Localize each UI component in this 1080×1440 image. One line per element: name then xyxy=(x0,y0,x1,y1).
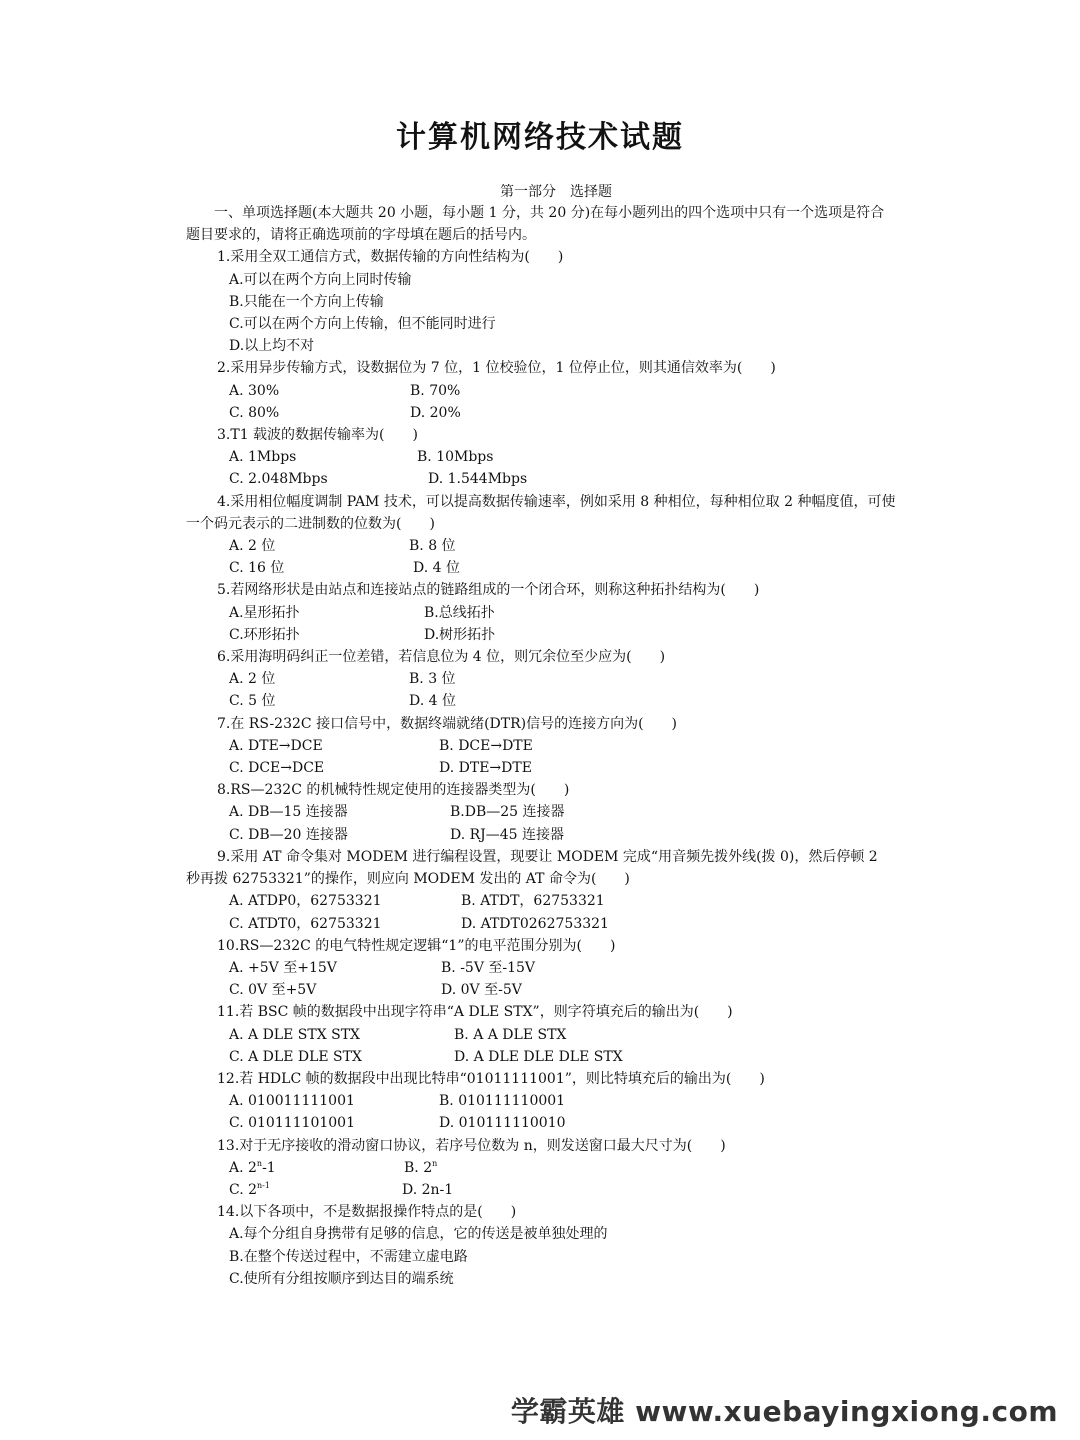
option: C. DB—20 连接器 xyxy=(229,826,348,843)
question-stem: 8.RS—232C 的机械特性规定使用的连接器类型为( ) xyxy=(217,782,570,799)
question-stem: 6.采用海明码纠正一位差错，若信息位为 4 位，则冗余位至少应为( ) xyxy=(217,649,666,666)
question-stem: 5.若网络形状是由站点和连接站点的链路组成的一个闭合环，则称这种拓扑结构为( ) xyxy=(217,582,760,599)
option: C. 16 位 xyxy=(229,560,285,577)
option-row xyxy=(186,468,896,490)
option: B. 010111110001 xyxy=(439,1093,566,1110)
option-row xyxy=(186,913,896,935)
option: C. 0V 至+5V xyxy=(229,982,317,999)
option: A.星形拓扑 xyxy=(229,604,300,621)
option-row xyxy=(186,1112,896,1134)
option: B.只能在一个方向上传输 xyxy=(229,293,384,310)
instructions: 一、单项选择题(本大题共 20 小题，每小题 1 分，共 20 分)在每小题列出的四个选项中只有一个选项是符合题目要求的，请将正确选项前的字母填在题后的括号内。 xyxy=(186,205,885,244)
option: A.每个分组自身携带有足够的信息，它的传送是被单独处理的 xyxy=(229,1226,608,1243)
option: B. DCE→DTE xyxy=(439,737,533,754)
option-row xyxy=(186,557,896,579)
option-row xyxy=(186,890,896,912)
option: D. 4 位 xyxy=(409,693,456,710)
exponent: n xyxy=(432,1158,438,1168)
option-row xyxy=(186,957,896,979)
exponent: n xyxy=(256,1158,263,1168)
question-stem: 2.采用异步传输方式，设数据位为 7 位，1 位校验位，1 位停止位，则其通信效率为( ) xyxy=(217,360,776,377)
option: B. 70% xyxy=(410,382,461,399)
option-row xyxy=(186,735,896,757)
option: D. 20% xyxy=(410,404,461,421)
option: B. A A DLE STX xyxy=(454,1026,567,1043)
question-stem: 13.对于无序接收的滑动窗口协议，若序号位数为 n，则发送窗口最大尺寸为( ) xyxy=(217,1137,726,1154)
exponent: n-1 xyxy=(257,1180,270,1190)
option-row xyxy=(186,801,896,823)
option: D. 4 位 xyxy=(413,560,460,577)
option: B. 2$^n$ xyxy=(404,1158,438,1176)
option: D. RJ—45 连接器 xyxy=(450,826,565,843)
option-row xyxy=(186,624,896,646)
option: C. 80% xyxy=(229,404,280,421)
option: C. DCE→DCE xyxy=(229,760,325,777)
option-row xyxy=(186,1157,896,1179)
question-stem: 9.采用 AT 命令集对 MODEM 进行编程设置，现要让 MODEM 完成“用音频先拨外线(拨 0)，然后停顿 2 秒再拨 62753321”的操作，则应向 MODEM 发出的 AT 命令为( ) xyxy=(186,848,878,888)
option-row xyxy=(186,757,896,779)
option: A. 010011111001 xyxy=(229,1093,355,1110)
option: C. A DLE DLE STX xyxy=(229,1048,362,1065)
option-row xyxy=(186,535,896,557)
option: A. A DLE STX STX xyxy=(229,1026,361,1043)
question-stem: 10.RS—232C 的电气特性规定逻辑“1”的电平范围分别为( ) xyxy=(217,937,616,954)
question-stem: 11.若 BSC 帧的数据段中出现字符串“A DLE STX”，则字符填充后的输出为( ) xyxy=(217,1004,733,1021)
option-row xyxy=(186,1046,896,1068)
option: B.总线拓扑 xyxy=(424,604,495,621)
option: C.可以在两个方向上传输，但不能同时进行 xyxy=(229,316,496,333)
site-watermark: 学霸英雄 www.xuebayingxiong.com xyxy=(510,1395,1058,1428)
option: A. 2 位 xyxy=(229,671,276,688)
question-stem: 12.若 HDLC 帧的数据段中出现比特串“01011111001”，则比特填充后的输出为( ) xyxy=(217,1070,765,1087)
option: B. 3 位 xyxy=(409,671,456,688)
question-list xyxy=(186,202,896,1290)
option: A.可以在两个方向上同时传输 xyxy=(229,271,412,288)
option: D. A DLE DLE DLE STX xyxy=(454,1048,623,1065)
option-row xyxy=(186,380,896,402)
option: C. 2$^{n-1}$ xyxy=(229,1180,270,1198)
option-row xyxy=(186,1179,896,1201)
option: B. 8 位 xyxy=(409,538,456,555)
question-stem: 3.T1 载波的数据传输率为( ) xyxy=(217,427,418,444)
option: D. ATDT0262753321 xyxy=(461,915,609,932)
section-heading: 第一部分 选择题 xyxy=(500,184,612,200)
page-title: 计算机网络技术试题 xyxy=(396,120,684,155)
option: C. 010111101001 xyxy=(229,1115,355,1132)
option-row xyxy=(186,602,896,624)
question-stem: 7.在 RS-232C 接口信号中，数据终端就绪(DTR)信号的连接方向为( ) xyxy=(217,715,678,732)
option-row xyxy=(186,1090,896,1112)
option: D. 010111110010 xyxy=(439,1115,566,1132)
option: A. 30% xyxy=(229,382,280,399)
option-row xyxy=(186,979,896,1001)
option: A. ATDP0，62753321 xyxy=(229,893,382,910)
option: B. -5V 至-15V xyxy=(441,959,536,976)
question-stem: 14.以下各项中，不是数据报操作特点的是( ) xyxy=(217,1204,517,1221)
option: A. 2 位 xyxy=(229,538,276,555)
option-row xyxy=(186,824,896,846)
option-row xyxy=(186,1024,896,1046)
option: D. 0V 至-5V xyxy=(441,982,522,999)
option-row xyxy=(186,690,896,712)
option: B.在整个传送过程中，不需建立虚电路 xyxy=(229,1248,468,1265)
option: C. 2.048Mbps xyxy=(229,471,328,488)
option: A. 1Mbps xyxy=(229,449,297,466)
option: B. ATDT，62753321 xyxy=(461,893,605,910)
option: A. DTE→DCE xyxy=(229,737,323,754)
option: A. DB—15 连接器 xyxy=(229,804,348,821)
question-stem: 4.采用相位幅度调制 PAM 技术，可以提高数据传输速率，例如采用 8 种相位，每种相位取 2 种幅度值，可使一个码元表示的二进制数的位数为( ) xyxy=(186,493,896,532)
option: C. 5 位 xyxy=(229,693,276,710)
option: C.使所有分组按顺序到达目的端系统 xyxy=(229,1270,454,1287)
option: C.环形拓扑 xyxy=(229,626,300,643)
option: D.树形拓扑 xyxy=(424,626,496,643)
option: D. 1.544Mbps xyxy=(428,471,528,488)
option: A. +5V 至+15V xyxy=(229,959,337,976)
option: D. 2n-1 xyxy=(402,1181,454,1198)
option: D.以上均不对 xyxy=(229,338,315,355)
option: B.DB—25 连接器 xyxy=(450,804,565,821)
option-row xyxy=(186,446,896,468)
option: D. DTE→DTE xyxy=(439,760,532,777)
option: A. 2$^n$-1 xyxy=(229,1158,276,1176)
question-stem: 1.采用全双工通信方式，数据传输的方向性结构为( ) xyxy=(217,249,564,266)
option: B. 10Mbps xyxy=(417,449,494,466)
option-row xyxy=(186,668,896,690)
option: C. ATDT0，62753321 xyxy=(229,915,382,932)
option-row xyxy=(186,402,896,424)
